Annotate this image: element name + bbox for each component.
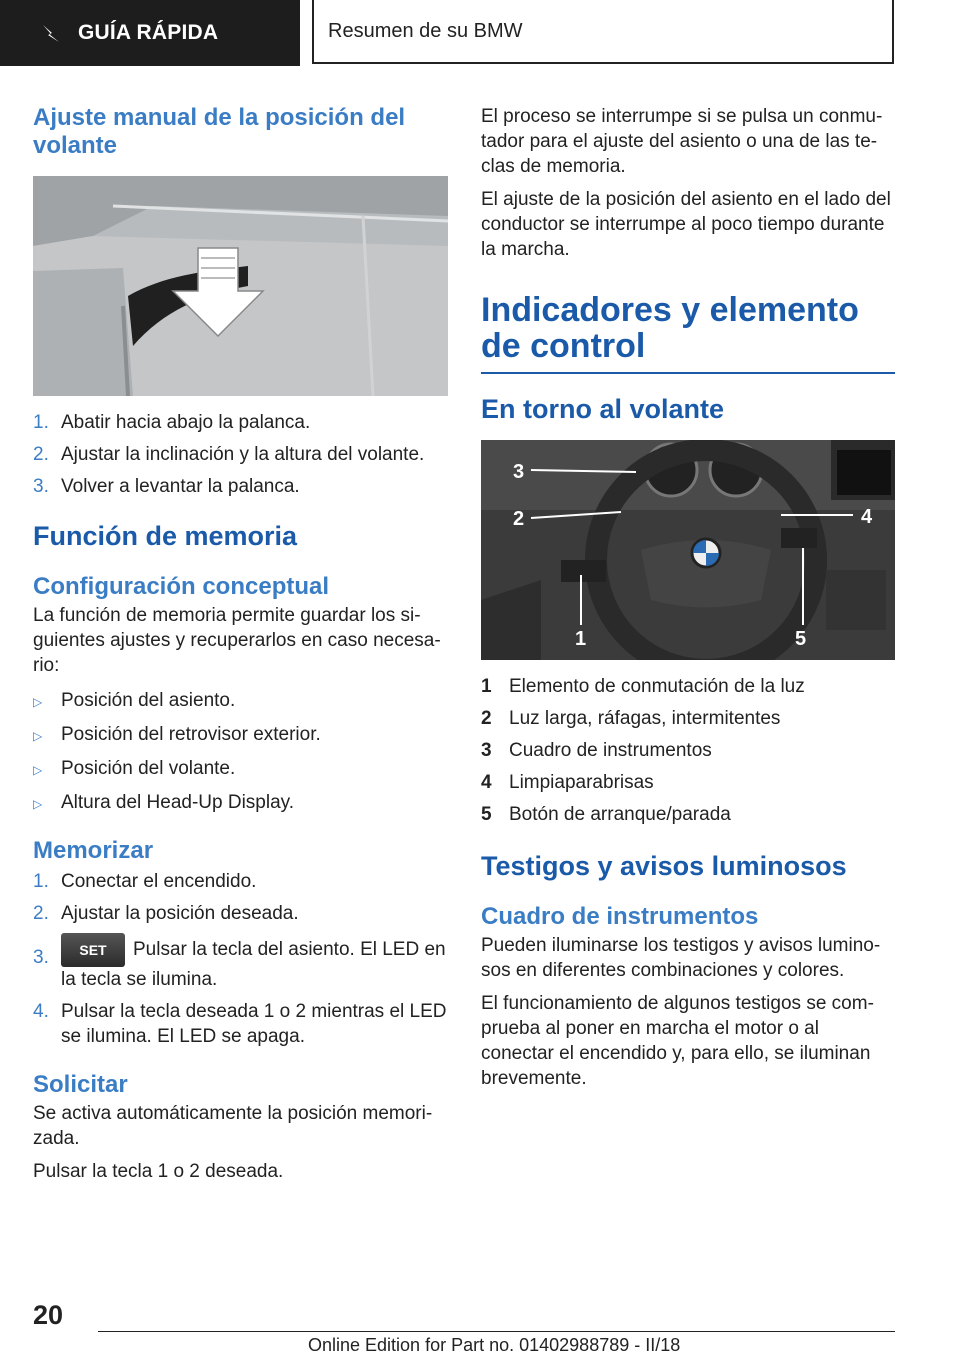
- list-item: ▷ Posición del retrovisor exterior.: [33, 722, 448, 749]
- list-item: 4 Limpiaparabrisas: [481, 772, 654, 793]
- warnings-heading: Testigos y avisos luminosos: [481, 851, 847, 881]
- concept-list: [33, 688, 448, 817]
- page-number: 20: [33, 1300, 64, 1330]
- wheel-items-list: [481, 674, 895, 827]
- interrupt-text-1: El proceso se interrumpe si se pulsa un conmutador para el ajuste del asiento o una de las teclas de memoria.: [481, 106, 883, 177]
- list-item: 2. Ajustar la posición deseada.: [33, 903, 299, 924]
- memorize-steps-list: [33, 869, 448, 1049]
- footer-divider: [98, 1331, 895, 1332]
- list-item: 1. Conectar el encendido.: [33, 871, 257, 892]
- steering-lever-figure: [33, 176, 448, 396]
- indicators-heading: Indicadores y elemento de control: [481, 291, 859, 365]
- interrupt-text-2: El ajuste de la posición del asiento en el lado del conductor se interrumpe al poco tiempo durante la marcha.: [481, 189, 891, 260]
- list-item: ▷ Posición del asiento.: [33, 688, 448, 715]
- list-item: 3 Cuadro de instrumentos: [481, 740, 712, 761]
- right-column: [481, 100, 895, 1091]
- section-divider: [481, 372, 895, 374]
- set-key-icon: SET: [61, 933, 125, 967]
- callout-3: 3: [513, 461, 525, 483]
- callout-4: 4: [861, 506, 873, 528]
- list-item: 1 Elemento de conmutación de la luz: [481, 676, 805, 697]
- cluster-text-1: Pueden iluminarse los testigos y avisos luminosos en diferentes combinaciones y colores.: [481, 935, 881, 981]
- list-item: 2. Ajustar la inclinación y la altura del volante.: [33, 444, 425, 465]
- steering-steps-list: [33, 410, 448, 499]
- steering-adjust-heading: Ajuste manual de la posición del volante: [33, 104, 406, 159]
- bolt-icon: [40, 22, 62, 44]
- triangle-bullet-icon: ▷: [33, 729, 43, 743]
- concept-text: La función de memoria permite guardar los siguientes ajustes y recuperarlos en caso necesario:: [33, 605, 441, 676]
- cluster-text-2: El funcionamiento de algunos testigos se comprueba al poner en marcha el motor o al conectar el encendido y, para ello, se iluminan brevemente.: [481, 993, 874, 1089]
- quick-guide-tab[interactable]: [0, 0, 300, 66]
- concept-heading: Configuración conceptual: [33, 573, 330, 600]
- list-item: ▷ Altura del Head-Up Display.: [33, 790, 448, 817]
- callout-1: 1: [575, 628, 587, 650]
- section-header: [312, 0, 894, 64]
- request-text-1: Se activa automáticamente la posición memorizada.: [33, 1103, 433, 1149]
- callout-5: 5: [795, 628, 807, 650]
- triangle-bullet-icon: ▷: [33, 695, 43, 709]
- list-item: 4. Pulsar la tecla deseada 1 o 2 mientras el LED se ilumina. El LED se apaga.: [33, 1001, 447, 1047]
- edition-text: Online Edition for Part no. 01402988789 - II/18: [308, 1335, 681, 1355]
- list-item: 3. SET Pulsar la tecla del asiento. El LED en la tecla se ilumina.: [33, 933, 448, 992]
- quick-guide-label: GUÍA RÁPIDA: [78, 21, 219, 44]
- section-title: Resumen de su BMW: [328, 19, 523, 42]
- list-item: 2 Luz larga, ráfagas, intermitentes: [481, 708, 781, 729]
- request-heading: Solicitar: [33, 1071, 128, 1098]
- wheel-heading: En torno al volante: [481, 394, 725, 424]
- list-item: 5 Botón de arranque/parada: [481, 804, 731, 825]
- list-item: 3. Volver a levantar la palanca.: [33, 476, 300, 497]
- list-item: 1. Abatir hacia abajo la palanca.: [33, 412, 311, 433]
- memory-function-heading: Función de memoria: [33, 521, 298, 551]
- triangle-bullet-icon: ▷: [33, 797, 43, 811]
- left-column: [33, 100, 448, 1184]
- callout-2: 2: [513, 508, 525, 530]
- cluster-heading: Cuadro de instrumentos: [481, 903, 759, 930]
- memorize-heading: Memorizar: [33, 837, 154, 864]
- cockpit-figure: [481, 440, 895, 660]
- request-text-2: Pulsar la tecla 1 o 2 deseada.: [33, 1161, 284, 1182]
- list-item: ▷ Posición del volante.: [33, 756, 448, 783]
- triangle-bullet-icon: ▷: [33, 763, 43, 777]
